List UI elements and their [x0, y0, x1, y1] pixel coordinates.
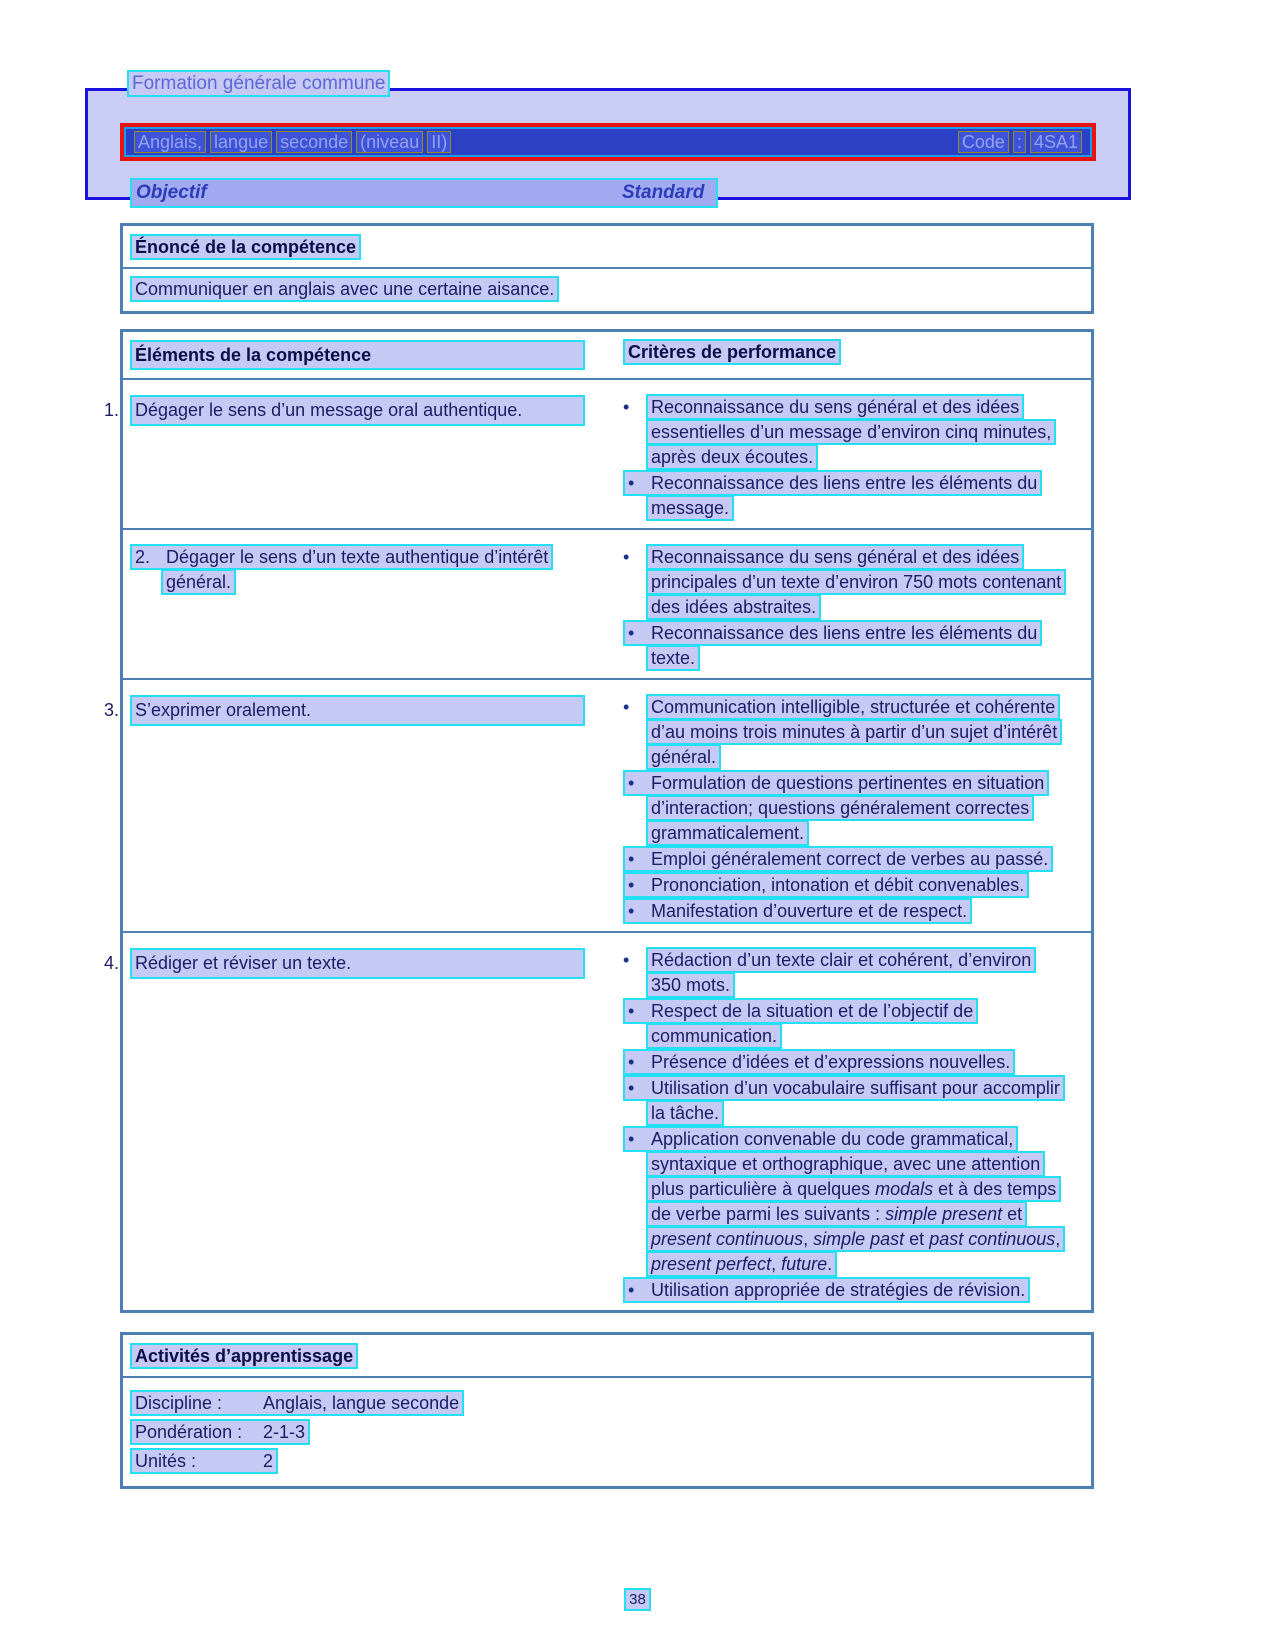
activity-field-value: 2	[263, 1451, 274, 1471]
bullet-icon: •	[628, 1129, 635, 1149]
table-row	[104, 378, 1091, 528]
element-number: 1.	[104, 400, 120, 420]
criteria-item	[623, 1076, 1063, 1126]
elements-header-cell	[123, 332, 593, 378]
enonce-table-body	[123, 269, 1091, 311]
element-cell	[123, 530, 593, 678]
bullet-icon: •	[628, 473, 635, 493]
activity-field	[130, 1447, 1083, 1476]
element-cell	[104, 380, 593, 528]
activities-table	[120, 1332, 1094, 1489]
elements-header-label: Éléments de la compétence	[130, 340, 585, 370]
element-highlight: 3. S’exprimer oralement.	[130, 695, 585, 726]
criteria-item	[623, 545, 1063, 620]
criteria-highlight: • Application convenable du code grammatical, syntaxique et orthographique, avec une attention plus particulière à quelques modals et à des temps de verbe parmi les suivants : simple present et present continuous, simple past et past continuous, present perfect, future.	[623, 1126, 1065, 1277]
criteria-highlight: • Reconnaissance des liens entre les éléments du message.	[623, 470, 1042, 521]
course-title-word: II)	[427, 131, 451, 153]
objectif-standard-highlight	[130, 178, 718, 208]
criteria-item	[623, 948, 1063, 998]
element-text-block	[104, 695, 616, 726]
elements-table-body	[104, 378, 1091, 1310]
element-number: 3.	[104, 700, 120, 720]
criteria-item	[623, 695, 1063, 770]
criteria-highlight: • Emploi généralement correct de verbes au passé.	[623, 846, 1053, 872]
course-code-word: Code	[958, 131, 1009, 153]
bullet-icon: •	[628, 849, 635, 869]
criteria-highlight: • Utilisation d’un vocabulaire suffisant pour accomplir la tâche.	[623, 1075, 1065, 1126]
criteres-header-label: Critères de performance	[623, 339, 841, 365]
activities-table-body	[123, 1378, 1091, 1486]
activity-field-value: Anglais, langue seconde	[263, 1393, 460, 1413]
element-text-block	[104, 948, 616, 979]
bullet-icon: •	[623, 547, 630, 567]
activity-field	[130, 1389, 1083, 1418]
course-title-word: Anglais,	[134, 131, 206, 153]
table-row	[104, 678, 1091, 931]
element-text-block	[130, 545, 616, 595]
table-row	[104, 931, 1091, 1310]
criteria-highlight: Rédaction d’un texte clair et cohérent, d’environ 350 mots.	[646, 947, 1036, 998]
objectif-standard-row	[130, 178, 1128, 208]
bullet-icon: •	[623, 697, 630, 717]
element-cell	[104, 680, 593, 931]
criteria-item	[623, 395, 1063, 470]
course-code-word: :	[1013, 131, 1026, 153]
bullet-icon: •	[628, 1280, 635, 1300]
element-text-block	[104, 395, 616, 426]
activity-field-highlight	[130, 1390, 464, 1416]
bullet-icon: •	[628, 875, 635, 895]
criteria-item	[623, 999, 1063, 1049]
criteria-highlight: Communication intelligible, structurée et cohérente d’au moins trois minutes à partir d’un sujet d’intérêt général.	[646, 694, 1062, 770]
course-header-panel	[85, 88, 1131, 203]
course-title-bar	[120, 123, 1096, 161]
criteria-item	[623, 1278, 1063, 1303]
activity-field	[130, 1418, 1083, 1447]
elements-table-header-row	[123, 332, 1091, 378]
element-cell	[104, 933, 593, 1310]
criteria-highlight: • Manifestation d’ouverture et de respect.	[623, 898, 972, 924]
enonce-table-header	[123, 226, 1091, 269]
bullet-icon: •	[628, 623, 635, 643]
course-code	[954, 132, 1082, 153]
criteria-item	[623, 847, 1063, 872]
criteria-item	[623, 771, 1063, 846]
criteria-highlight: Reconnaissance du sens général et des idées essentielles d’un message d’environ cinq minutes, après deux écoutes.	[646, 394, 1056, 470]
criteria-list	[623, 545, 1063, 671]
criteria-highlight: • Présence d’idées et d’expressions nouvelles.	[623, 1049, 1015, 1075]
activity-field-label: Pondération :	[135, 1422, 243, 1442]
element-highlight: 2. Dégager le sens d’un texte authentique d’intérêt général.	[130, 544, 553, 595]
bullet-icon: •	[628, 1001, 635, 1021]
criteria-highlight: • Reconnaissance des liens entre les éléments du texte.	[623, 620, 1042, 671]
course-title-word: (niveau	[356, 131, 423, 153]
criteria-item	[623, 1127, 1063, 1277]
criteria-item	[623, 873, 1063, 898]
page-number: 38	[624, 1588, 651, 1611]
criteria-cell	[593, 680, 1091, 931]
activities-table-header	[123, 1335, 1091, 1378]
activity-field-label: Discipline :	[135, 1393, 223, 1413]
criteria-cell	[593, 933, 1091, 1310]
activity-field-highlight	[130, 1448, 278, 1474]
course-title-word: langue	[210, 131, 272, 153]
criteria-item	[623, 899, 1063, 924]
activity-field-value: 2-1-3	[263, 1422, 306, 1442]
criteria-item	[623, 621, 1063, 671]
criteria-highlight: • Formulation de questions pertinentes en situation d’interaction; questions généralement correctes grammaticalement.	[623, 770, 1049, 846]
criteres-header-cell	[593, 332, 1091, 378]
bullet-icon: •	[623, 950, 630, 970]
criteria-highlight: • Utilisation appropriée de stratégies de révision.	[623, 1277, 1030, 1303]
criteria-item	[623, 471, 1063, 521]
element-highlight: 1. Dégager le sens d’un message oral authentique.	[130, 395, 585, 426]
criteria-cell	[593, 380, 1091, 528]
competence-statement: Communiquer en anglais avec une certaine aisance.	[130, 276, 559, 302]
course-title	[134, 132, 455, 153]
enonce-table	[120, 223, 1094, 314]
criteria-list	[623, 695, 1063, 924]
course-code-word: 4SA1	[1030, 131, 1082, 153]
criteria-highlight: • Respect de la situation et de l’objectif de communication.	[623, 998, 978, 1049]
table-row	[123, 528, 1091, 678]
element-highlight: 4. Rédiger et réviser un texte.	[130, 948, 585, 979]
criteria-highlight: • Prononciation, intonation et débit convenables.	[623, 872, 1029, 898]
elements-table	[104, 329, 1094, 1313]
standard-heading: Standard	[622, 182, 705, 203]
criteria-highlight: Reconnaissance du sens général et des idées principales d’un texte d’environ 750 mots contenant des idées abstraites.	[646, 544, 1066, 620]
criteria-item	[623, 1050, 1063, 1075]
criteria-list	[623, 948, 1063, 1303]
bullet-icon: •	[628, 901, 635, 921]
objectif-heading: Objectif	[136, 182, 207, 203]
section-eyebrow: Formation générale commune	[127, 70, 390, 97]
eyebrow-row	[0, 0, 1275, 97]
activity-field-highlight	[130, 1419, 310, 1445]
element-number: 2.	[135, 547, 151, 567]
element-number: 4.	[104, 953, 120, 973]
bullet-icon: •	[623, 397, 630, 417]
criteria-cell	[593, 530, 1091, 678]
activity-field-label: Unités :	[135, 1451, 197, 1471]
criteria-list	[623, 395, 1063, 521]
bullet-icon: •	[628, 1078, 635, 1098]
course-title-word: seconde	[276, 131, 352, 153]
bullet-icon: •	[628, 1052, 635, 1072]
page-footer	[0, 1591, 1275, 1608]
enonce-header-label: Énoncé de la compétence	[130, 234, 361, 260]
activities-header-label: Activités d’apprentissage	[130, 1343, 358, 1369]
bullet-icon: •	[628, 773, 635, 793]
